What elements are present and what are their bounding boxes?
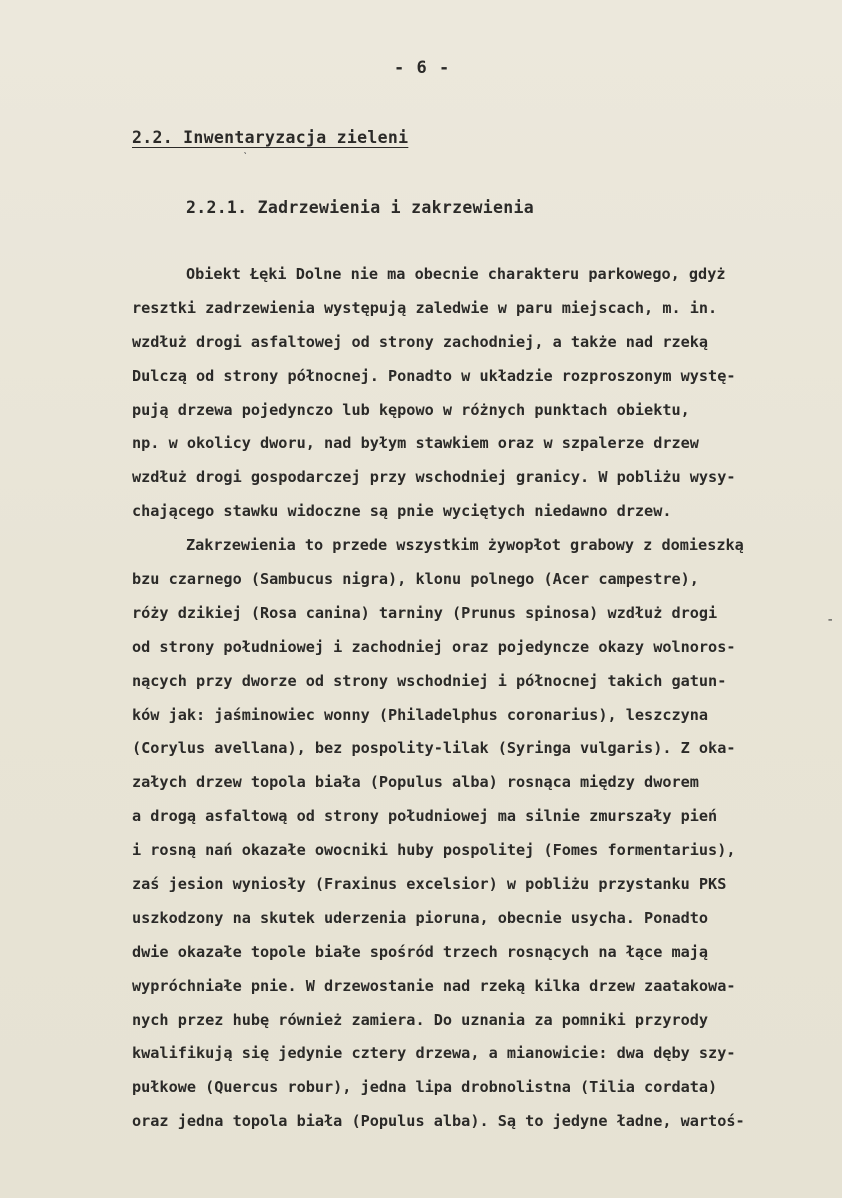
- text-line: zaś jesion wyniosły (Fraxinus excelsior) w pobliżu przystanku PKS: [132, 875, 727, 894]
- text-line: np. w okolicy dworu, nad byłym stawkiem oraz w szpalerze drzew: [132, 434, 699, 453]
- text-line: dwie okazałe topole białe spośród trzech rosnących na łące mają: [132, 942, 709, 961]
- text-line: Zakrzewienia to przede wszystkim żywopłot grabowy z domieszką: [186, 536, 744, 555]
- body-text: [132, 258, 822, 1139]
- text-line: wypróchniałe pnie. W drzewostanie nad rzeką kilka drzew zaatakowa-: [132, 976, 736, 995]
- text-line: bzu czarnego (Sambucus nigra), klonu polnego (Acer campestre),: [132, 570, 699, 589]
- text-line: Dulczą od strony północnej. Ponadto w układzie rozproszonym wystę-: [132, 366, 736, 385]
- page-number: - 6 -: [394, 58, 451, 78]
- section-heading: 2.2. Inwentaryzacja zieleni: [132, 128, 409, 147]
- text-line: nących przy dworze od strony wschodniej i północnej takich gatun-: [132, 671, 727, 690]
- text-line: od strony południowej i zachodniej oraz pojedyncze okazy wolnoros-: [132, 637, 736, 656]
- text-line: i rosną nań okazałe owocniki huby pospolitej (Fomes formentarius),: [132, 841, 736, 860]
- text-line: wzdłuż drogi gospodarczej przy wschodniej granicy. W pobliżu wysy-: [132, 468, 736, 487]
- tick-mark: ˋ: [242, 150, 250, 164]
- text-line: załych drzew topola biała (Populus alba) rosnąca między dworem: [132, 773, 699, 792]
- text-line: (Corylus avellana), bez pospolity-lilak (Syringa vulgaris). Z oka-: [132, 739, 736, 758]
- margin-mark: -: [826, 612, 835, 628]
- text-line: resztki zadrzewienia występują zaledwie w paru miejscach, m. in.: [132, 298, 718, 317]
- text-line: ków jak: jaśminowiec wonny (Philadelphus coronarius), leszczyna: [132, 705, 709, 724]
- text-line: kwalifikują się jedynie cztery drzewa, a mianowicie: dwa dęby szy-: [132, 1044, 736, 1063]
- text-line: nych przez hubę również zamiera. Do uznania za pomniki przyrody: [132, 1010, 709, 1029]
- subsection-heading: 2.2.1. Zadrzewienia i zakrzewienia: [186, 198, 534, 217]
- text-line: Obiekt Łęki Dolne nie ma obecnie charakteru parkowego, gdyż: [186, 265, 726, 283]
- text-line: uszkodzony na skutek uderzenia pioruna, obecnie usycha. Ponadto: [132, 908, 709, 927]
- text-line: pują drzewa pojedynczo lub kępowo w różnych punktach obiektu,: [132, 400, 690, 419]
- text-line: oraz jedna topola biała (Populus alba). Są to jedyne ładne, wartoś-: [132, 1112, 745, 1131]
- text-line: róży dzikiej (Rosa canina) tarniny (Prunus spinosa) wzdłuż drogi: [132, 603, 718, 622]
- text-line: chającego stawku widoczne są pnie wyciętych niedawno drzew.: [132, 502, 672, 521]
- text-line: wzdłuż drogi asfaltowej od strony zachodniej, a także nad rzeką: [132, 332, 709, 351]
- text-line: pułkowe (Quercus robur), jedna lipa drobnolistna (Tilia cordata): [132, 1078, 718, 1097]
- text-line: a drogą asfaltową od strony południowej ma silnie zmurszały pień: [132, 807, 718, 826]
